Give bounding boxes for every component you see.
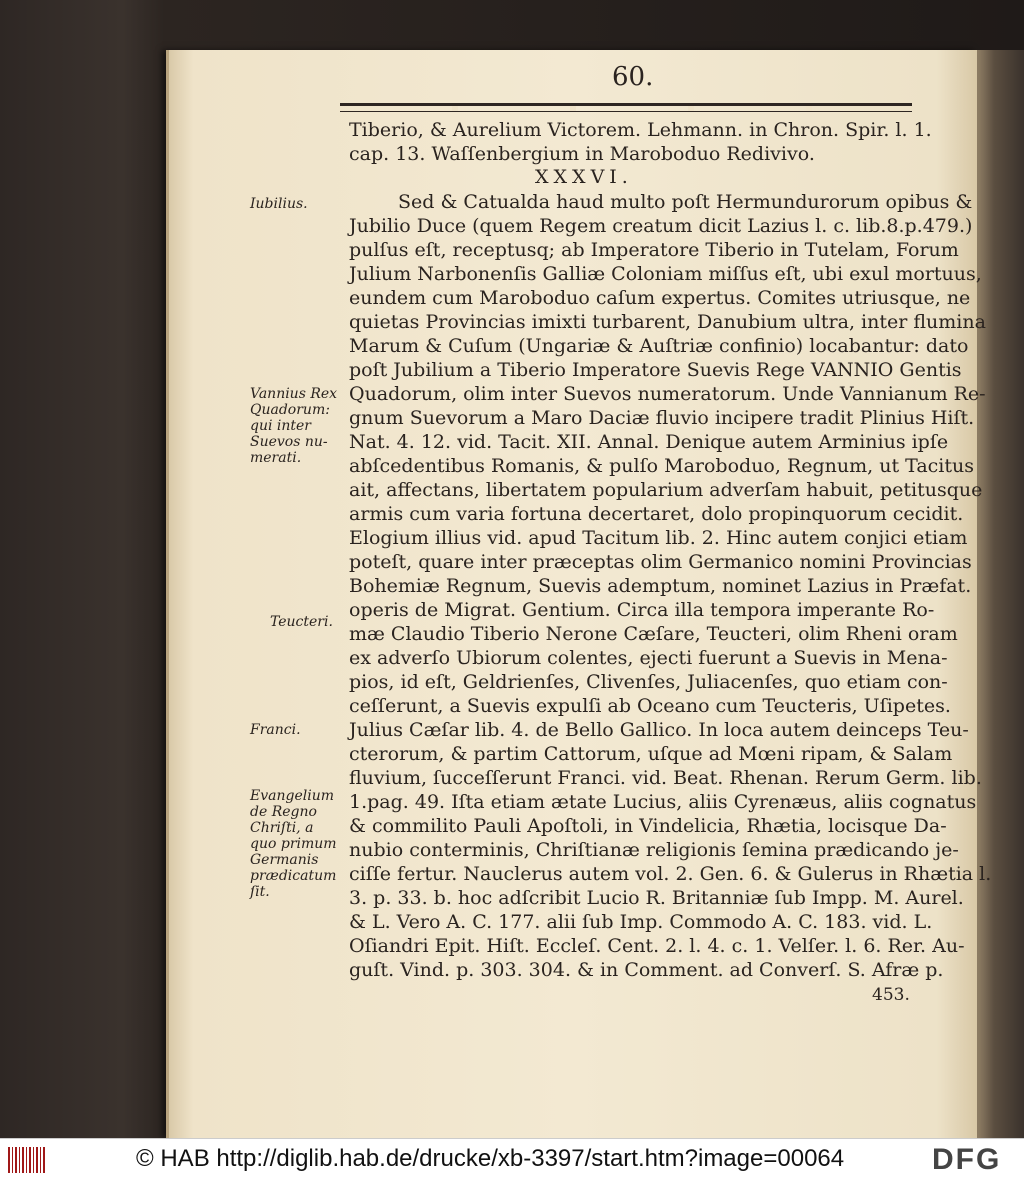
text-line: abſcedentibus Romanis, & pulſo Maroboduo, Regnum, ut Tacitus xyxy=(349,455,975,477)
margin-note-line: quo primum xyxy=(250,836,337,852)
margin-note-line: qui inter xyxy=(250,418,312,434)
text-line: ciſſe fertur. Nauclerus autem vol. 2. Gen. 6. & Gulerus in Rhætia l. xyxy=(349,863,992,885)
margin-note-vannius xyxy=(250,386,346,466)
margin-note-line: Vannius Rex xyxy=(250,386,338,402)
margin-note-line: merati. xyxy=(250,450,302,466)
viewer-footer xyxy=(0,1138,1024,1180)
text-line: Jubilio Duce (quem Regem creatum dicit Lazius l. c. lib.8.p.479.) xyxy=(349,215,973,237)
text-line: 3. p. 33. b. hoc adſcribit Lucio R. Britanniæ ſub Impp. M. Aurel. xyxy=(349,887,964,909)
margin-note-line: prædicatum xyxy=(250,868,337,884)
text-line: operis de Migrat. Gentium. Circa illa tempora imperante Ro- xyxy=(349,599,935,621)
text-line: cap. 13. Waſſenbergium in Maroboduo Redivivo. xyxy=(349,143,815,165)
text-line: & L. Vero A. C. 177. alii ſub Imp. Commodo A. C. 183. vid. L. xyxy=(349,911,933,933)
copyright-link[interactable]: © HAB http://diglib.hab.de/drucke/xb-3397/start.htm?image=00064 xyxy=(136,1145,845,1172)
section-heading: XXXVI. xyxy=(535,166,633,188)
hab-logo-icon[interactable] xyxy=(8,1147,46,1173)
text-line: Quadorum, olim inter Suevos numeratorum. Unde Vannianum Re- xyxy=(349,383,986,405)
text-line: Oſiandri Epit. Hiſt. Eccleſ. Cent. 2. l. 4. c. 1. Velſer. l. 6. Rer. Au- xyxy=(349,935,965,957)
header-rule xyxy=(340,103,912,112)
margin-note-franci xyxy=(250,722,346,738)
text-line: quietas Provincias imixti turbarent, Danubium ultra, inter flumina xyxy=(349,311,986,333)
margin-note-line: Quadorum: xyxy=(250,402,330,418)
text-line: fluvium, ſucceſſerunt Franci. vid. Beat. Rhenan. Rerum Germ. lib. xyxy=(349,767,982,789)
margin-note-line: de Regno xyxy=(250,804,317,820)
text-line: ceſſerunt, a Suevis expulſi ab Oceano cum Teucteris, Uſipetes. xyxy=(349,695,951,717)
margin-note-line: ſit. xyxy=(250,884,270,900)
text-line: mæ Claudio Tiberio Nerone Cæſare, Teucteri, olim Rheni oram xyxy=(349,623,958,645)
text-line: Tiberio, & Aurelium Victorem. Lehmann. in Chron. Spir. l. 1. xyxy=(349,119,932,141)
text-line: & commilito Pauli Apoſtoli, in Vindelicia, Rhætia, locisque Da- xyxy=(349,815,947,837)
text-line: 1.pag. 49. Iſta etiam ætate Lucius, aliis Cyrenæus, aliis cognatus xyxy=(349,791,977,813)
text-line: armis cum varia fortuna decertaret, dolo propinquorum cecidit. xyxy=(349,503,964,525)
margin-note-line: Suevos nu- xyxy=(250,434,328,450)
text-line: poteſt, quare inter præceptas olim Germanico nomini Provincias xyxy=(349,551,972,573)
margin-note-line: Teucteri. xyxy=(270,614,333,630)
page-number: 60. xyxy=(612,62,654,92)
dfg-logo[interactable]: DFG xyxy=(932,1143,1002,1176)
text-line: pios, id eſt, Geldrienſes, Clivenſes, Juliacenſes, quo etiam con- xyxy=(349,671,948,693)
margin-note-teucteri xyxy=(270,614,366,630)
facing-page-edge xyxy=(974,50,1024,1138)
text-line: gnum Suevorum a Maro Daciæ fluvio incipere tradit Plinius Hiſt. xyxy=(349,407,975,429)
margin-note-line: Iubilius. xyxy=(250,196,308,212)
catchword: 453. xyxy=(872,985,910,1005)
margin-note-line: Evangelium xyxy=(250,788,334,804)
text-line: nubio conterminis, Chriſtianæ religionis ſemina prædicando je- xyxy=(349,839,959,861)
text-line: Nat. 4. 12. vid. Tacit. XII. Annal. Denique autem Arminius ipſe xyxy=(349,431,949,453)
text-line: Bohemiæ Regnum, Suevis ademptum, nominet Lazius in Præfat. xyxy=(349,575,972,597)
text-line: pulſus eſt, receptusq; ab Imperatore Tiberio in Tutelam, Forum xyxy=(349,239,959,261)
text-line: poſt Jubilium a Tiberio Imperatore Suevis Rege VANNIO Gentis xyxy=(349,359,962,381)
margin-note-jubilius xyxy=(250,196,346,212)
text-line: guſt. Vind. p. 303. 304. & in Comment. ad Converſ. S. Afræ p. xyxy=(349,959,944,981)
text-line: eundem cum Maroboduo caſum expertus. Comites utriusque, ne xyxy=(349,287,971,309)
text-line: ait, affectans, libertatem popularium adverſam habuit, petitusque xyxy=(349,479,983,501)
margin-note-line: Franci. xyxy=(250,722,301,738)
margin-note-evangelium xyxy=(250,788,346,900)
margin-note-line: Chriſti, a xyxy=(250,820,314,836)
margin-note-line: Germanis xyxy=(250,852,319,868)
text-line: Marum & Cuſum (Ungariæ & Auſtriæ confinio) locabantur: dato xyxy=(349,335,969,357)
text-line: Julius Cæſar lib. 4. de Bello Gallico. In loca autem deinceps Teu- xyxy=(349,719,969,741)
text-line: cterorum, & partim Cattorum, uſque ad Mœni ripam, & Salam xyxy=(349,743,953,765)
text-line: ex adverſo Ubiorum colentes, ejecti fuerunt a Suevis in Mena- xyxy=(349,647,948,669)
text-line: Julium Narbonenſis Galliæ Coloniam miſſus eſt, ubi exul mortuus, xyxy=(349,263,982,285)
text-line: Elogium illius vid. apud Tacitum lib. 2. Hinc autem conjici etiam xyxy=(349,527,968,549)
text-line: Sed & Catualda haud multo poſt Hermundurorum opibus & xyxy=(398,191,973,213)
